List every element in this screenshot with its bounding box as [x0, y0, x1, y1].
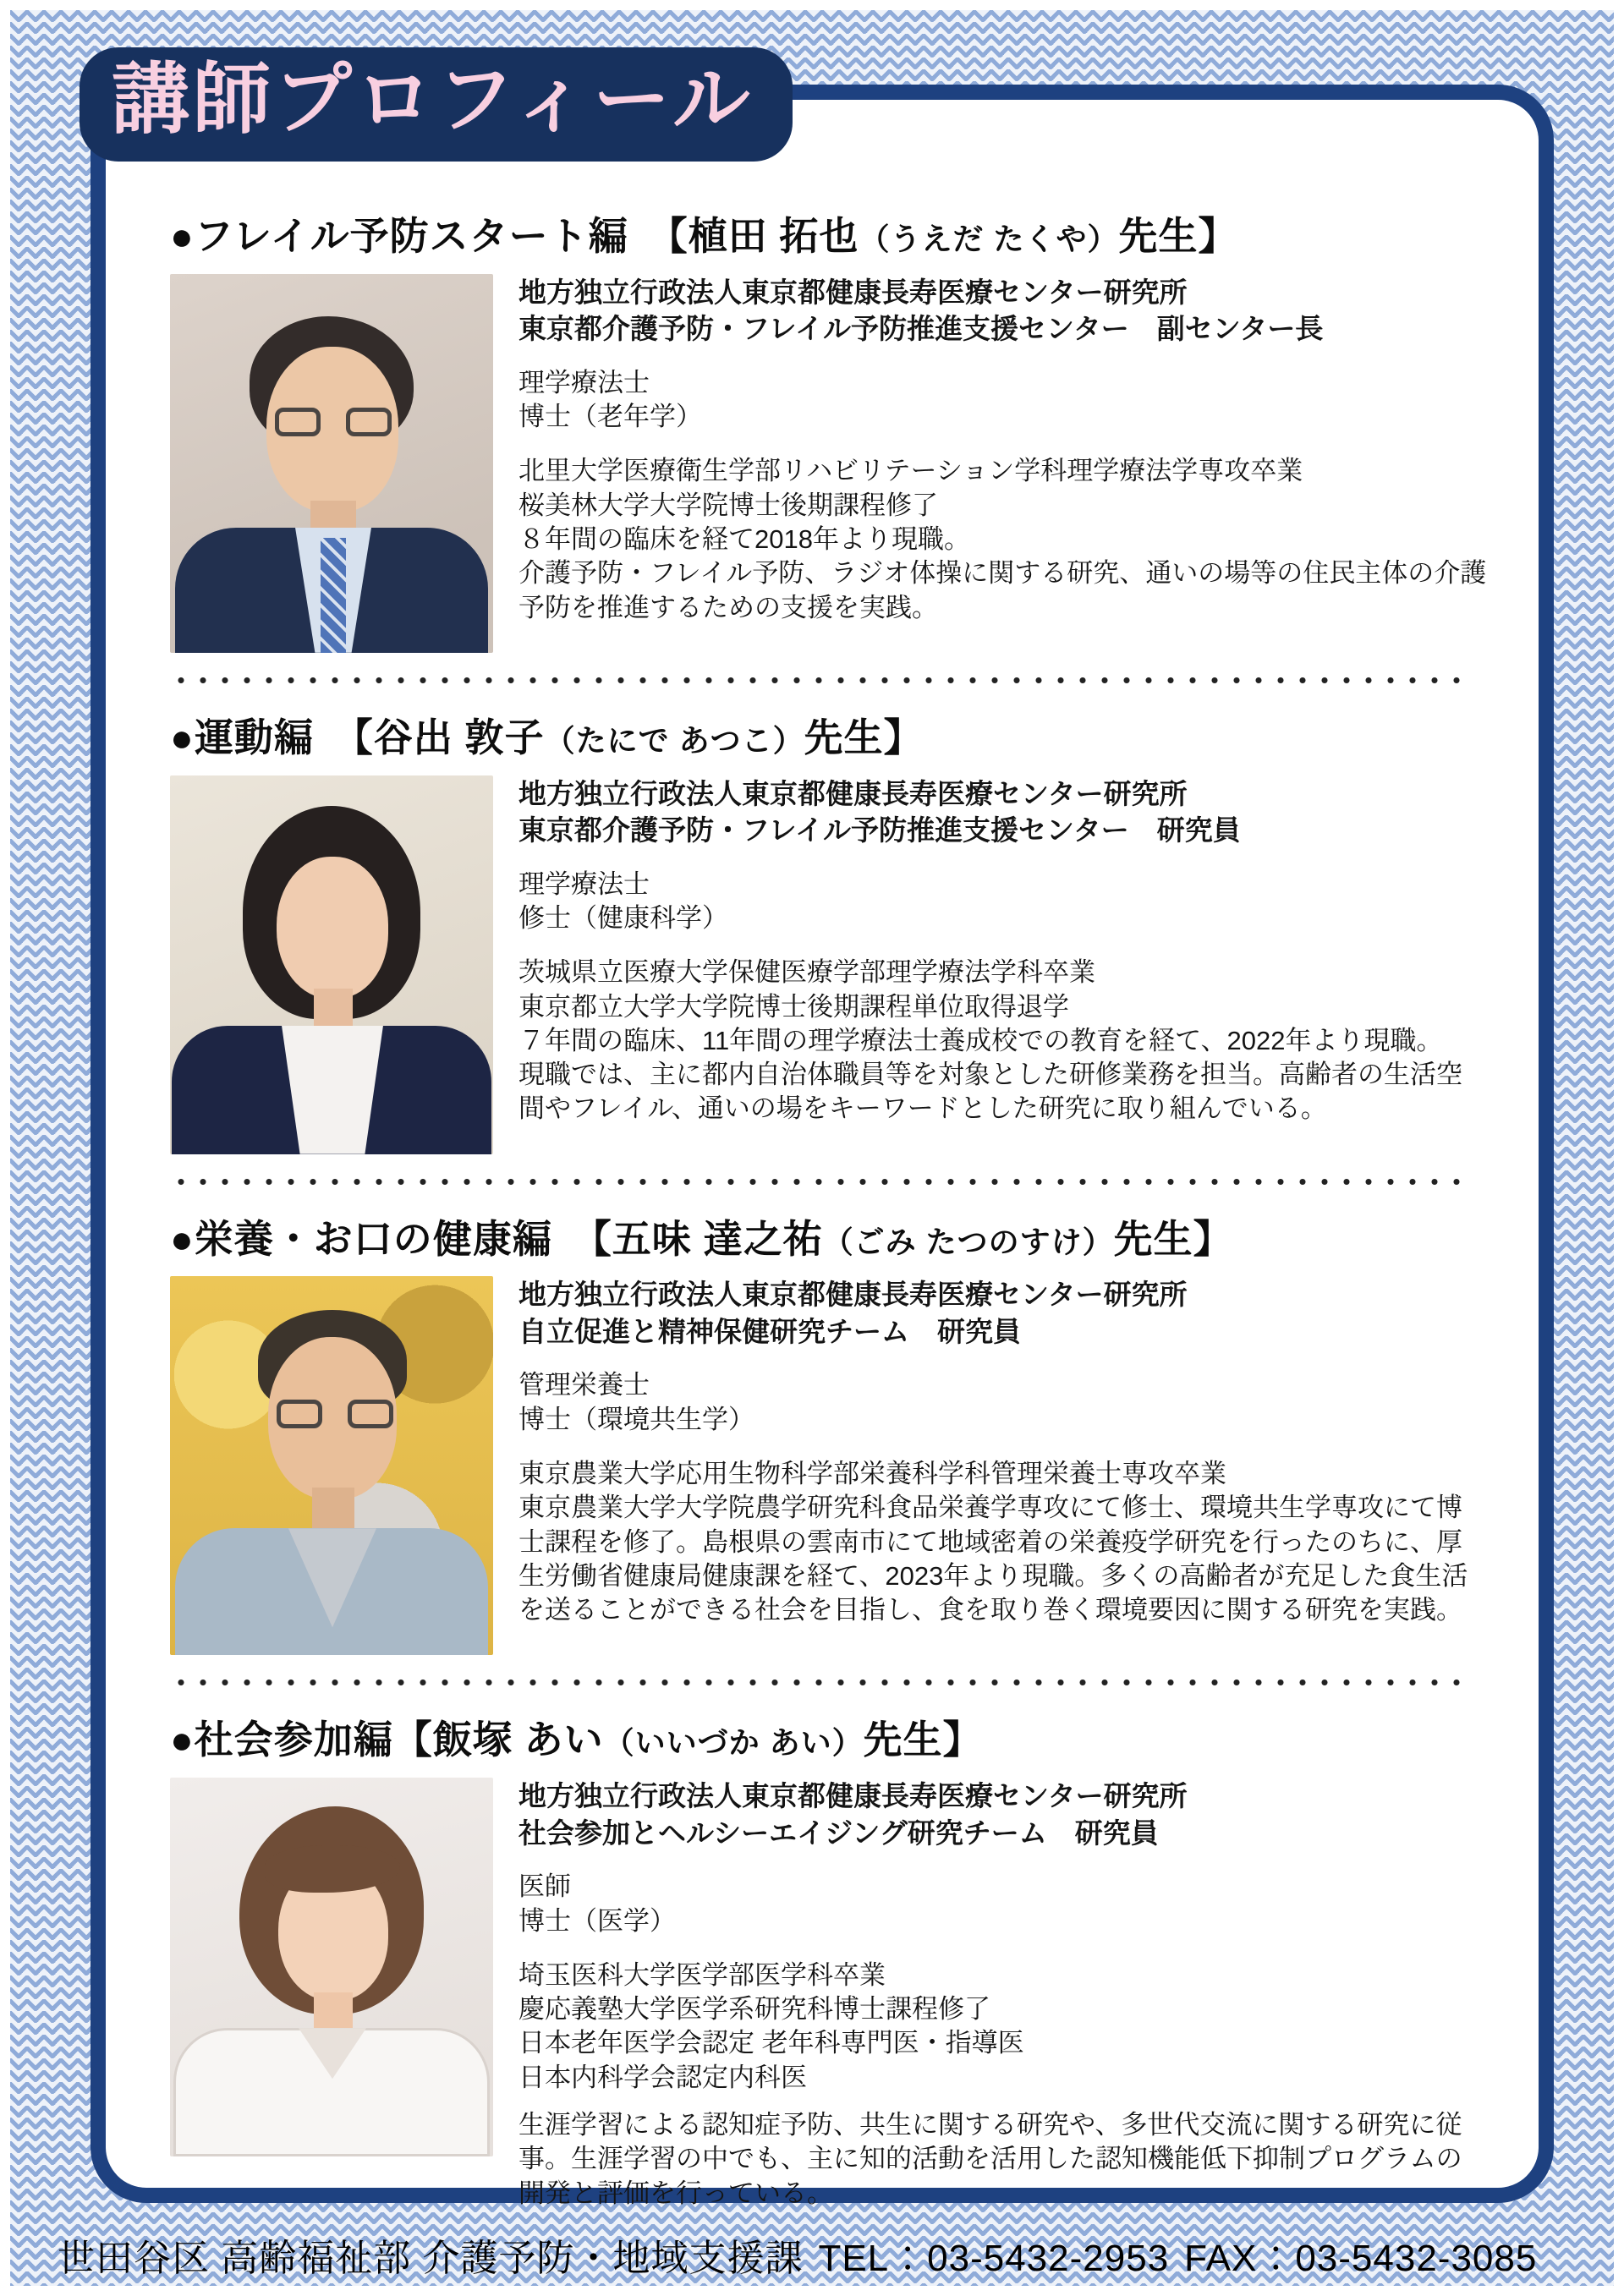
footer-fax: FAX：03-5432-3085 [1184, 2238, 1538, 2279]
profile-text [518, 274, 1488, 625]
glasses-shape [272, 1400, 398, 1432]
neck-shape [314, 1992, 353, 2031]
career-line: 東京都立大学大学院博士後期課程単位取得退学 [518, 991, 1069, 1022]
career-line: 桜美林大学大学院博士後期課程修了 [518, 490, 938, 520]
affiliation [518, 1276, 1488, 1350]
heading-kana: （たにで あつこ） [544, 722, 804, 758]
dotted-separator [170, 1679, 1468, 1686]
dotted-separator [170, 677, 1468, 684]
org-line: 地方独立行政法人東京都健康長寿医療センター研究所 [518, 276, 1188, 308]
heading-tail: 先生】 [804, 715, 924, 759]
qualification-line: 修士（健康科学） [518, 902, 728, 933]
org-line: 地方独立行政法人東京都健康長寿医療センター研究所 [518, 1279, 1188, 1311]
org-line: 東京都介護予防・フレイル予防推進支援センター 研究員 [518, 814, 1241, 847]
profile-summary: 生涯学習による認知症予防、共生に関する研究や、多世代交流に関する研究に従事。生涯学習の中でも、主に知的活動を活用した認知機能低下抑制プログラムの開発と評価を行っている。 [518, 2110, 1462, 2208]
heading-main: ●フレイル予防スタート編 【植田 拓也 [170, 214, 859, 258]
profile-photo-tanide [170, 775, 493, 1154]
qualifications [518, 366, 1488, 435]
qualifications [518, 1368, 1488, 1437]
heading-kana: （いいづか あい） [603, 1725, 864, 1761]
section-heading-social [170, 1715, 1488, 1766]
career-line: 日本老年医学会認定 老年科専門医・指導医 [518, 2028, 1024, 2058]
profile-text [518, 1276, 1488, 1627]
section-heading-frailty-start [170, 211, 1488, 262]
org-line: 地方独立行政法人東京都健康長寿医療センター研究所 [518, 1780, 1188, 1812]
heading-main: ●社会参加編【飯塚 あい [170, 1718, 604, 1762]
profile-row [170, 274, 1488, 653]
footer-contact [58, 2228, 1552, 2282]
profile-summary: 介護予防・フレイル予防、ラジオ体操に関する研究、通いの場等の住民主体の介護予防を推進するための支援を実践。 [518, 558, 1487, 622]
neck-shape [314, 989, 353, 1029]
affiliation [518, 274, 1488, 348]
career-lines [518, 1457, 1488, 1627]
qualification-line: 管理栄養士 [518, 1370, 650, 1400]
page-title-badge [80, 47, 793, 162]
profile-row [170, 1778, 1488, 2211]
qualification-line: 博士（医学） [518, 1905, 676, 1936]
qualification-line: 医師 [518, 1871, 571, 1902]
career-line: 慶応義塾大学医学系研究科博士課程修了 [518, 1994, 990, 2025]
org-line: 東京都介護予防・フレイル予防推進支援センター 副センター長 [518, 313, 1324, 345]
section-heading-nutrition [170, 1214, 1488, 1265]
qualification-line: 理学療法士 [518, 869, 650, 899]
heading-kana: （うえだ たくや） [859, 222, 1119, 256]
career-lines [518, 454, 1488, 624]
section-heading-exercise [170, 713, 1488, 764]
career-line: 埼玉医科大学医学部医学科卒業 [518, 1959, 886, 1990]
heading-main: ●栄養・お口の健康編 【五味 達之祐 [170, 1216, 823, 1261]
neck-shape [312, 1488, 354, 1532]
org-line: 自立促進と精神保健研究チーム 研究員 [518, 1315, 1021, 1347]
career-line: 東京農業大学応用生物科学部栄養科学科管理栄養士専攻卒業 [518, 1459, 1226, 1489]
profile-summary: 現職では、主に都内自治体職員等を対象とした研修業務を担当。高齢者の生活空間やフレイル、通いの場をキーワードとした研究に取り組んでいる。 [518, 1060, 1462, 1124]
footer-department: 世田谷区 高齢福祉部 介護予防・地域支援課 [58, 2238, 804, 2279]
profile-text [518, 775, 1488, 1126]
footer-tel: TEL：03-5432-2953 [818, 2238, 1170, 2279]
profiles-content [121, 115, 1523, 2211]
profile-photo-ueda [170, 274, 493, 653]
qualification-line: 博士（老年学） [518, 402, 702, 432]
profile-text [518, 1778, 1488, 2211]
profile-photo-gomi [170, 1276, 493, 1655]
heading-kana: （ごみ たつのすけ） [822, 1224, 1114, 1259]
career-line: 北里大学医療衛生学部リハビリテーション学科理学療法学専攻卒業 [518, 456, 1303, 486]
profile-row [170, 1276, 1488, 1655]
glasses-shape [270, 408, 397, 440]
profile-photo-iizuka [170, 1778, 493, 2156]
qualifications [518, 868, 1488, 936]
tie-shape [321, 538, 346, 653]
heading-main: ●運動編 【谷出 敦子 [170, 715, 545, 759]
career-lines [518, 1959, 1488, 2211]
profile-summary: 東京農業大学大学院農学研究科食品栄養学専攻にて修士、環境共生学専攻にて博士課程を修了。島根県の雲南市にて地域密着の栄養疫学研究を行ったのちに、厚生労働省健康局健康課を経て、2023年より現職。多くの高齢者が充足した食生活を送ることができる社会を目指し、食を取り巻く環境要因に関する研究を実践。 [518, 1493, 1468, 1625]
qualifications [518, 1870, 1488, 1938]
career-line: 日本内科学会認定内科医 [518, 2062, 807, 2092]
dotted-separator [170, 1178, 1468, 1186]
career-line: 茨城県立医療大学保健医療学部理学療法学科卒業 [518, 957, 1095, 988]
career-lines [518, 956, 1488, 1126]
org-line: 社会参加とヘルシーエイジング研究チーム 研究員 [518, 1817, 1159, 1849]
qualification-line: 博士（環境共生学） [518, 1404, 754, 1434]
affiliation [518, 775, 1488, 849]
face-shape [277, 857, 388, 999]
heading-tail: 先生】 [863, 1718, 983, 1762]
org-line: 地方独立行政法人東京都健康長寿医療センター研究所 [518, 777, 1188, 809]
heading-tail: 先生】 [1113, 1216, 1233, 1261]
profile-row [170, 775, 1488, 1154]
career-line: ７年間の臨床、11年間の理学療法士養成校での教育を経て、2022年より現職。 [518, 1025, 1443, 1055]
qualification-line: 理学療法士 [518, 367, 650, 397]
page-title: 講師プロフィール [112, 57, 754, 143]
content-panel [91, 85, 1554, 2208]
heading-tail: 先生】 [1118, 214, 1238, 258]
affiliation [518, 1778, 1488, 1851]
career-line: ８年間の臨床を経て2018年より現職。 [518, 524, 970, 555]
